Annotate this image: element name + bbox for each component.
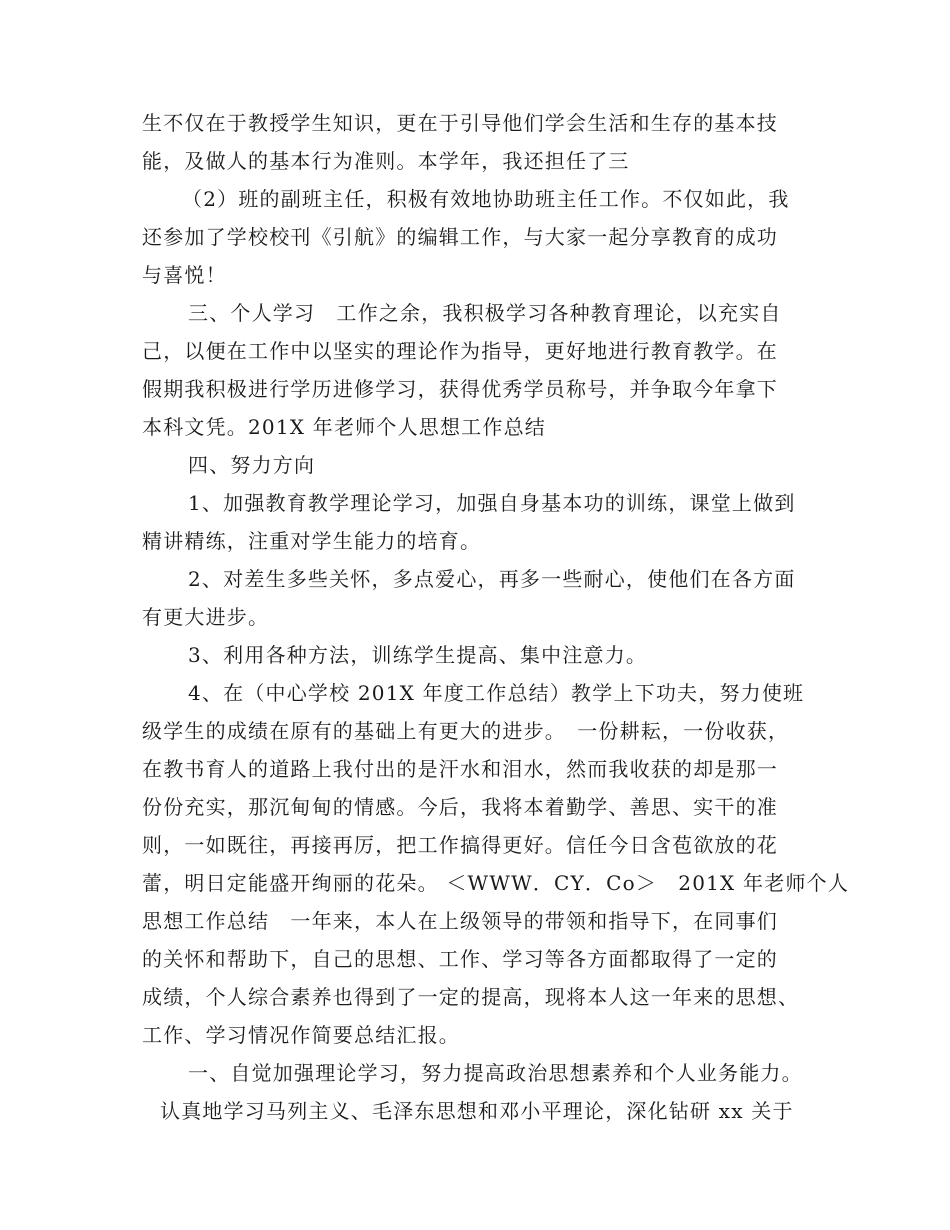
section-heading: 四、努力方向 [188,453,316,477]
list-item: 1、加强教育教学理论学习，加强自身基本功的训练，课堂上做到 [188,491,796,515]
text-line: 则，一如既往，再接再厉，把工作搞得更好。信任今日含苞欲放的花 [142,833,778,857]
section-heading: 三、个人学习 工作之余，我积极学习各种教育理论，以充实自 [188,301,782,325]
text-line: 能，及做人的基本行为准则。本学年，我还担任了三 [142,149,630,173]
text-line: 假期我积极进行学历进修学习，获得优秀学员称号，并争取今年拿下 [142,377,778,401]
text-line: 本科文凭。201X 年老师个人思想工作总结 [142,415,546,439]
text-line: 在教书育人的道路上我付出的是汗水和泪水，然而我收获的却是那一 [142,757,778,781]
text-line: （2）班的副班主任，积极有效地协助班主任工作。不仅如此，我 [182,187,790,211]
section-heading: 一、自觉加强理论学习，努力提高政治思想素养和个人业务能力。 [188,1061,803,1085]
text-line: 认真地学习马列主义、毛泽东思想和邓小平理论，深化钻研 xx 关于 [160,1099,794,1123]
text-line: 蕾，明日定能盛开绚丽的花朵。 ＜WWW．CY．Co＞ 201X 年老师个人 [142,871,850,895]
text-line: 工作、学习情况作简要总结汇报。 [142,1023,460,1047]
text-line: 思想工作总结 一年来，本人在上级领导的带领和指导下，在同事们 [142,909,778,933]
list-item: 4、在（中心学校 201X 年度工作总结）教学上下功夫，努力使班 [188,681,805,705]
text-line: 有更大进步。 [142,605,270,629]
text-line: 成绩，个人综合素养也得到了一定的提高，现将本人这一年来的思想、 [142,985,800,1009]
text-line: 与喜悦！ [142,263,227,287]
text-line: 己，以便在工作中以坚实的理论作为指导，更好地进行教育教学。在 [142,339,778,363]
text-line: 级学生的成绩在原有的基础上有更大的进步。 一份耕耘，一份收获， [142,719,790,743]
text-line: 的关怀和帮助下，自己的思想、工作、学习等各方面都取得了一定的 [142,947,778,971]
list-item: 3、利用各种方法，训练学生提高、集中注意力。 [188,643,648,667]
text-line: 精讲精练，注重对学生能力的培育。 [142,529,482,553]
list-item: 2、对差生多些关怀，多点爱心，再多一些耐心，使他们在各方面 [188,567,796,591]
text-line: 份份充实，那沉甸甸的情感。今后，我将本着勤学、善思、实干的准 [142,795,778,819]
text-line: 生不仅在于教授学生知识，更在于引导他们学会生活和生存的基本技 [142,111,778,135]
text-line: 还参加了学校校刊《引航》的编辑工作，与大家一起分享教育的成功 [142,225,778,249]
